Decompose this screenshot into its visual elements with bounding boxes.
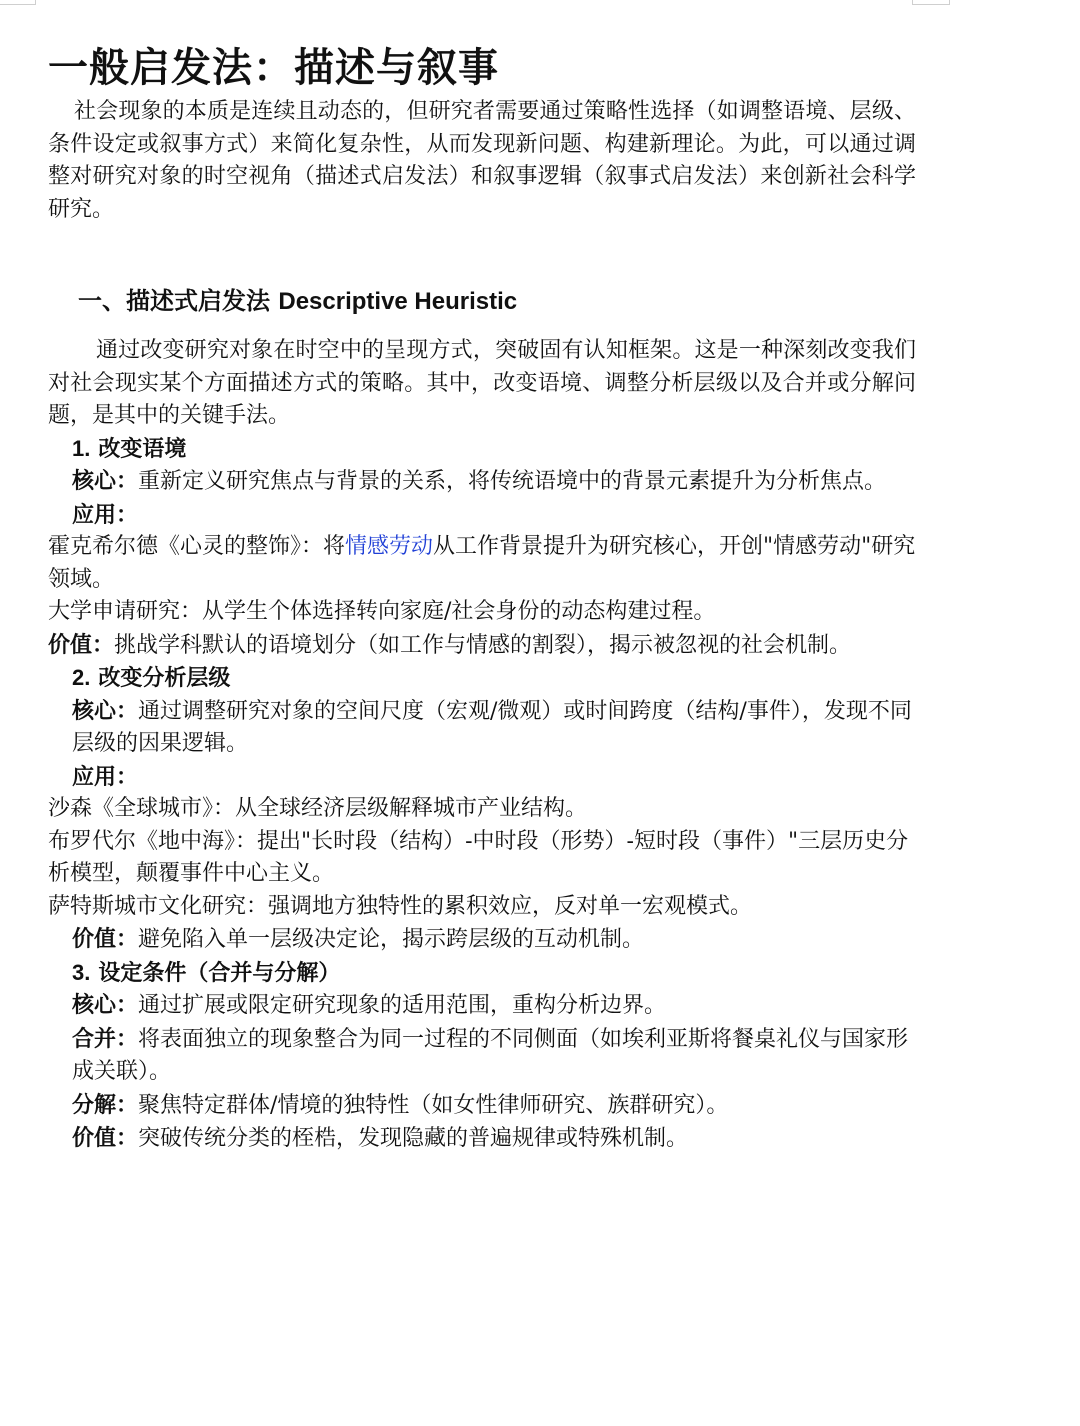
core-label: 核心： xyxy=(72,992,139,1018)
application-text-post: 从工作背景提升为研究核心，开创"情感劳动"研究领域。 xyxy=(48,534,916,592)
subheading-number: 3. xyxy=(72,959,91,985)
document-body xyxy=(48,40,916,1156)
application-item: 萨特斯城市文化研究：强调地方独特性的累积效应，反对单一宏观模式。 xyxy=(48,893,753,919)
core-text: 通过扩展或限定研究现象的适用范围，重构分析边界。 xyxy=(138,993,667,1018)
application-item: 布罗代尔《地中海》：提出"长时段（结构）-中时段（形势）-短时段（事件）"三层历史分析模型，颠覆事件中心主义。 xyxy=(48,828,909,886)
section-intro-paragraph: 通过改变研究对象在时空中的呈现方式，突破固有认知框架。这是一种深刻改变我们对社会现实某个方面描述方式的策略。其中，改变语境、调整分析层级以及合并或分解问题，是其中的关键手法。 xyxy=(48,338,916,428)
subheading-title: 改变分析层级 xyxy=(98,665,231,691)
subheading-number: 2. xyxy=(72,665,91,690)
value-label: 价值： xyxy=(72,926,139,952)
emotional-labor-link[interactable]: 情感劳动 xyxy=(345,534,434,559)
merge-text: 将表面独立的现象整合为同一过程的不同侧面（如埃利亚斯将餐桌礼仪与国家形成关联）。 xyxy=(72,1026,909,1084)
application-text-pre: 霍克希尔德《心灵的整饰》：将 xyxy=(48,534,346,559)
subheading-change-context xyxy=(72,433,916,466)
section-heading-cn: 一、描述式启发法 xyxy=(78,286,270,315)
core-text: 重新定义研究焦点与背景的关系，将传统语境中的背景元素提升为分析焦点。 xyxy=(138,469,887,494)
value-label: 价值： xyxy=(48,631,115,658)
core-label: 核心： xyxy=(72,468,139,494)
value-paragraph xyxy=(48,923,916,957)
core-text: 通过调整研究对象的空间尺度（宏观/微观）或时间跨度（结构/事件），发现不同层级的因果逻辑。 xyxy=(72,698,912,756)
value-paragraph xyxy=(48,1122,916,1156)
value-text: 突破传统分类的桎梏，发现隐藏的普遍规律或特殊机制。 xyxy=(138,1126,689,1151)
core-paragraph xyxy=(48,465,916,499)
page-corner-mark-left xyxy=(0,0,36,5)
core-paragraph xyxy=(48,695,916,761)
subheading-title: 改变语境 xyxy=(98,435,187,462)
merge-label: 合并： xyxy=(72,1025,139,1052)
subheading-title: 设定条件（合并与分解） xyxy=(98,959,341,986)
split-text: 聚焦特定群体/情境的独特性（如女性律师研究、族群研究）。 xyxy=(138,1092,729,1118)
page-title: 一般启发法：描述与叙事 xyxy=(48,44,499,91)
value-text: 避免陷入单一层级决定论，揭示跨层级的互动机制。 xyxy=(138,927,645,952)
application-label: 应用： xyxy=(72,501,139,528)
application-item: 沙森《全球城市》：从全球经济层级解释城市产业结构。 xyxy=(48,796,588,821)
core-paragraph xyxy=(48,989,916,1023)
split-paragraph xyxy=(48,1089,916,1123)
application-item: 大学申请研究：从学生个体选择转向家庭/社会身份的动态构建过程。 xyxy=(48,599,716,624)
core-label: 核心： xyxy=(72,697,139,724)
section-heading-descriptive xyxy=(78,284,916,319)
subheading-number: 1. xyxy=(72,435,91,461)
intro-paragraph: 社会现象的本质是连续且动态的，但研究者需要通过策略性选择（如调整语境、层级、条件设定或叙事方式）来简化复杂性，从而发现新问题、构建新理论。为此，可以通过调整对研究对象的时空视角（描述式启发法）和叙事逻辑（叙事式启发法）来创新社会科学研究。 xyxy=(48,99,916,222)
page-corner-mark-right xyxy=(912,0,950,5)
split-label: 分解： xyxy=(72,1091,139,1118)
section-heading-en: Descriptive Heuristic xyxy=(278,288,518,315)
merge-paragraph xyxy=(48,1023,916,1089)
value-label: 价值： xyxy=(72,1125,139,1151)
value-text: 挑战学科默认的语境划分（如工作与情感的割裂），揭示被忽视的社会机制。 xyxy=(114,632,852,658)
subheading-change-level xyxy=(72,662,916,695)
application-label: 应用： xyxy=(72,763,139,790)
application-item xyxy=(48,531,916,596)
spacer xyxy=(48,226,916,284)
subheading-set-conditions xyxy=(72,957,916,990)
value-paragraph xyxy=(48,629,916,663)
